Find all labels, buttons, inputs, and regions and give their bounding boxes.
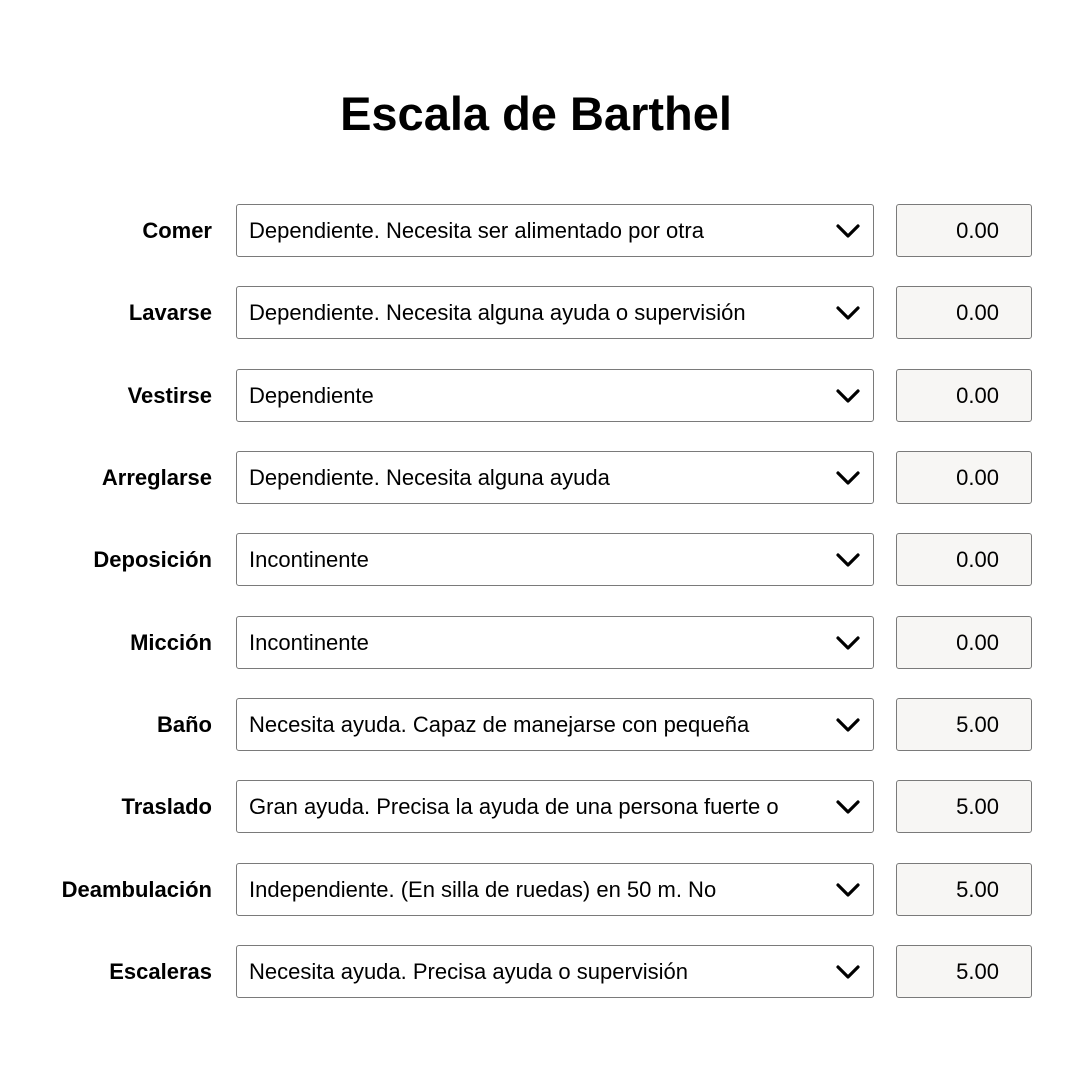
row-deambulacion — [0, 863, 1080, 916]
select-value: Dependiente. Necesita ser alimentado por otra — [249, 218, 704, 243]
row-miccion — [0, 616, 1080, 669]
vestirse-score — [896, 369, 1032, 422]
select-value: Necesita ayuda. Capaz de manejarse con pequeña — [249, 712, 750, 737]
select-value: Necesita ayuda. Precisa ayuda o supervisión — [249, 959, 689, 984]
field-label: Vestirse — [127, 383, 212, 408]
miccion-score — [896, 616, 1032, 669]
score-value: 0.00 — [956, 547, 999, 572]
traslado-score — [896, 780, 1032, 833]
row-bano — [0, 698, 1080, 751]
chevron-down-icon — [835, 959, 861, 985]
field-label: Arreglarse — [101, 465, 212, 490]
deambulacion-score — [896, 863, 1032, 916]
select-value: Dependiente — [249, 383, 374, 408]
deposicion-select[interactable] — [236, 533, 874, 586]
chevron-down-icon — [835, 383, 861, 409]
chevron-down-icon — [835, 630, 861, 656]
comer-select[interactable] — [236, 204, 874, 257]
row-arreglarse — [0, 451, 1080, 504]
select-value: Independiente. (En silla de ruedas) en 50 m. No — [249, 877, 717, 902]
select-value: Gran ayuda. Precisa la ayuda de una persona fuerte o — [249, 794, 779, 819]
chevron-down-icon — [835, 547, 861, 573]
score-value: 5.00 — [956, 794, 999, 819]
comer-score — [896, 204, 1032, 257]
escaleras-score — [896, 945, 1032, 998]
field-label: Baño — [157, 712, 212, 737]
row-traslado — [0, 780, 1080, 833]
select-value: Incontinente — [249, 630, 369, 655]
traslado-select[interactable] — [236, 780, 874, 833]
vestirse-select[interactable] — [236, 369, 874, 422]
miccion-select[interactable] — [236, 616, 874, 669]
score-value: 0.00 — [956, 465, 999, 490]
chevron-down-icon — [835, 218, 861, 244]
score-value: 5.00 — [956, 877, 999, 902]
row-escaleras — [0, 945, 1080, 998]
page-title: Escala de Barthel — [340, 87, 732, 140]
field-label: Deposición — [93, 547, 212, 572]
score-value: 0.00 — [956, 218, 999, 243]
chevron-down-icon — [835, 465, 861, 491]
arreglarse-select[interactable] — [236, 451, 874, 504]
lavarse-score — [896, 286, 1032, 339]
chevron-down-icon — [835, 712, 861, 738]
row-deposicion — [0, 533, 1080, 586]
row-lavarse — [0, 286, 1080, 339]
chevron-down-icon — [835, 300, 861, 326]
arreglarse-score — [896, 451, 1032, 504]
lavarse-select[interactable] — [236, 286, 874, 339]
score-value: 0.00 — [956, 630, 999, 655]
select-value: Dependiente. Necesita alguna ayuda o supervisión — [249, 300, 746, 325]
field-label: Lavarse — [128, 300, 212, 325]
field-label: Traslado — [121, 794, 212, 819]
row-vestirse — [0, 369, 1080, 422]
chevron-down-icon — [835, 877, 861, 903]
select-value: Incontinente — [249, 547, 369, 572]
bano-select[interactable] — [236, 698, 874, 751]
escaleras-select[interactable] — [236, 945, 874, 998]
chevron-down-icon — [835, 794, 861, 820]
deambulacion-select[interactable] — [236, 863, 874, 916]
score-value: 5.00 — [956, 712, 999, 737]
bano-score — [896, 698, 1032, 751]
select-value: Dependiente. Necesita alguna ayuda — [249, 465, 610, 490]
field-label: Escaleras — [109, 959, 212, 984]
row-comer — [0, 204, 1080, 257]
score-value: 5.00 — [956, 959, 999, 984]
score-value: 0.00 — [956, 300, 999, 325]
score-value: 0.00 — [956, 383, 999, 408]
field-label: Deambulación — [61, 877, 212, 902]
field-label: Comer — [142, 218, 212, 243]
deposicion-score — [896, 533, 1032, 586]
field-label: Micción — [130, 630, 212, 655]
